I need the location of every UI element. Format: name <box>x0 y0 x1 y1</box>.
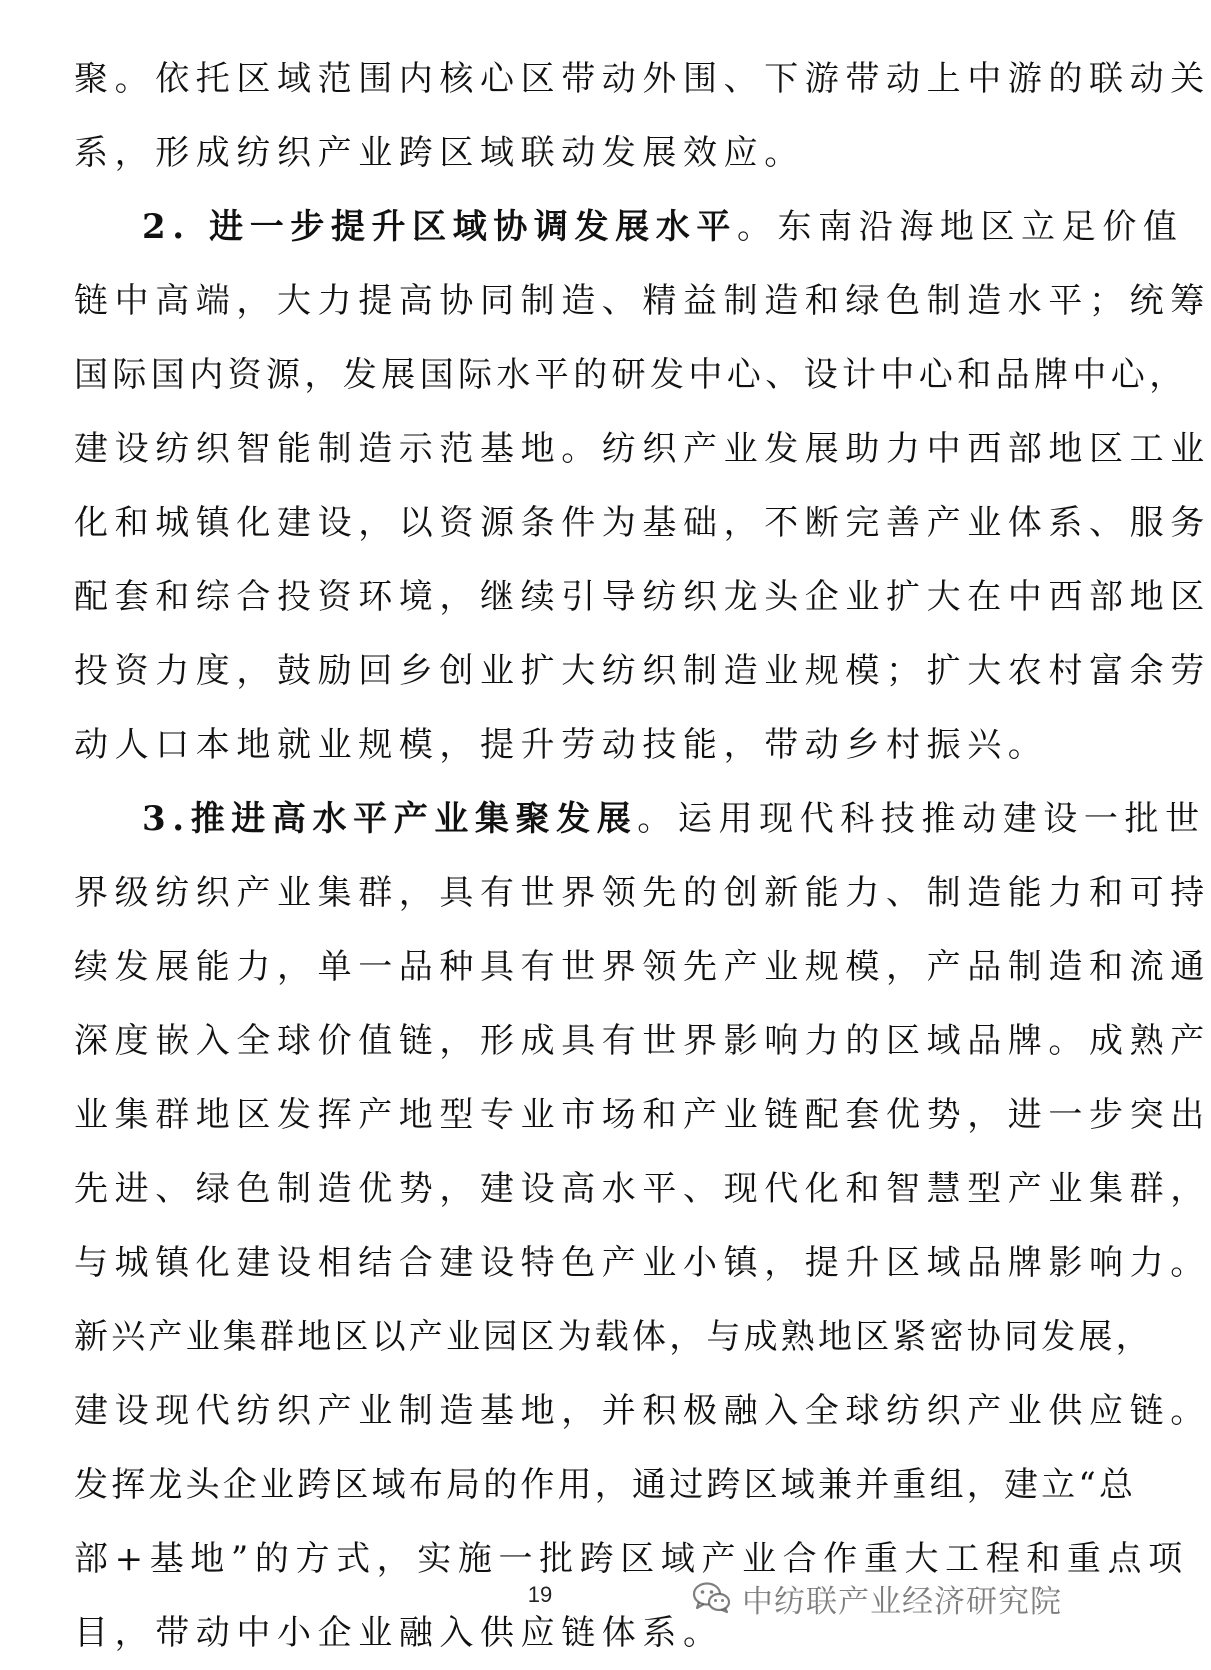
section-heading: 2. 进一步提升区域协调发展水平 <box>142 207 737 247</box>
body-text <box>74 42 1211 1670</box>
text-line: 动人口本地就业规模，提升劳动技能，带动乡村振兴。 <box>74 725 1049 765</box>
text-line: 界级纺织产业集群，具有世界领先的创新能力、制造能力和可持 <box>74 873 1211 913</box>
text-line: 聚。依托区域范围内核心区带动外围、下游带动上中游的联动关 <box>74 59 1211 99</box>
text-line: 建设现代纺织产业制造基地，并积极融入全球纺织产业供应链。 <box>74 1391 1211 1431</box>
section-text: 。东南沿海地区立足价值 <box>736 207 1184 247</box>
text-line: 先进、绿色制造优势，建设高水平、现代化和智慧型产业集群， <box>74 1169 1211 1209</box>
text-line: 深度嵌入全球价值链，形成具有世界影响力的区域品牌。成熟产 <box>74 1021 1211 1061</box>
text-line: 国际国内资源，发展国际水平的研发中心、设计中心和品牌中心， <box>74 355 1188 395</box>
text-line: 配套和综合投资环境，继续引导纺织龙头企业扩大在中西部地区 <box>74 577 1211 617</box>
page-number: 19 <box>527 1582 553 1607</box>
wechat-icon <box>692 1581 732 1615</box>
text-line: 发挥龙头企业跨区域布局的作用，通过跨区域兼并重组，建立“总 <box>74 1465 1137 1505</box>
text-line: 与城镇化建设相结合建设特色产业小镇，提升区域品牌影响力。 <box>74 1243 1211 1283</box>
text-line: 目，带动中小企业融入供应链体系。 <box>74 1613 724 1653</box>
section-heading-line <box>74 190 1184 264</box>
text-line: 化和城镇化建设，以资源条件为基础，不断完善产业体系、服务 <box>74 503 1211 543</box>
text-line: 部+基地”的方式，实施一批跨区域产业合作重大工程和重点项 <box>74 1539 1189 1579</box>
text-line: 业集群地区发挥产地型专业市场和产业链配套优势，进一步突出 <box>74 1095 1211 1135</box>
text-line: 新兴产业集群地区以产业园区为载体，与成熟地区紧密协同发展， <box>74 1317 1153 1357</box>
text-line: 建设纺织智能制造示范基地。纺织产业发展助力中西部地区工业 <box>74 429 1211 469</box>
text-line: 链中高端，大力提高协同制造、精益制造和绿色制造水平；统筹 <box>74 281 1211 321</box>
section-heading: 3.推进高水平产业集聚发展 <box>142 799 638 839</box>
text-line: 投资力度，鼓励回乡创业扩大纺织制造业规模；扩大农村富余劳 <box>74 651 1211 691</box>
text-line: 系，形成纺织产业跨区域联动发展效应。 <box>74 133 805 173</box>
watermark <box>692 1574 1062 1622</box>
watermark-text: 中纺联产业经济研究院 <box>742 1583 1062 1620</box>
section-heading-line <box>74 782 1206 856</box>
text-line: 续发展能力，单一品种具有世界领先产业规模，产品制造和流通 <box>74 947 1211 987</box>
section-text: 。运用现代科技推动建设一批世 <box>637 799 1206 839</box>
